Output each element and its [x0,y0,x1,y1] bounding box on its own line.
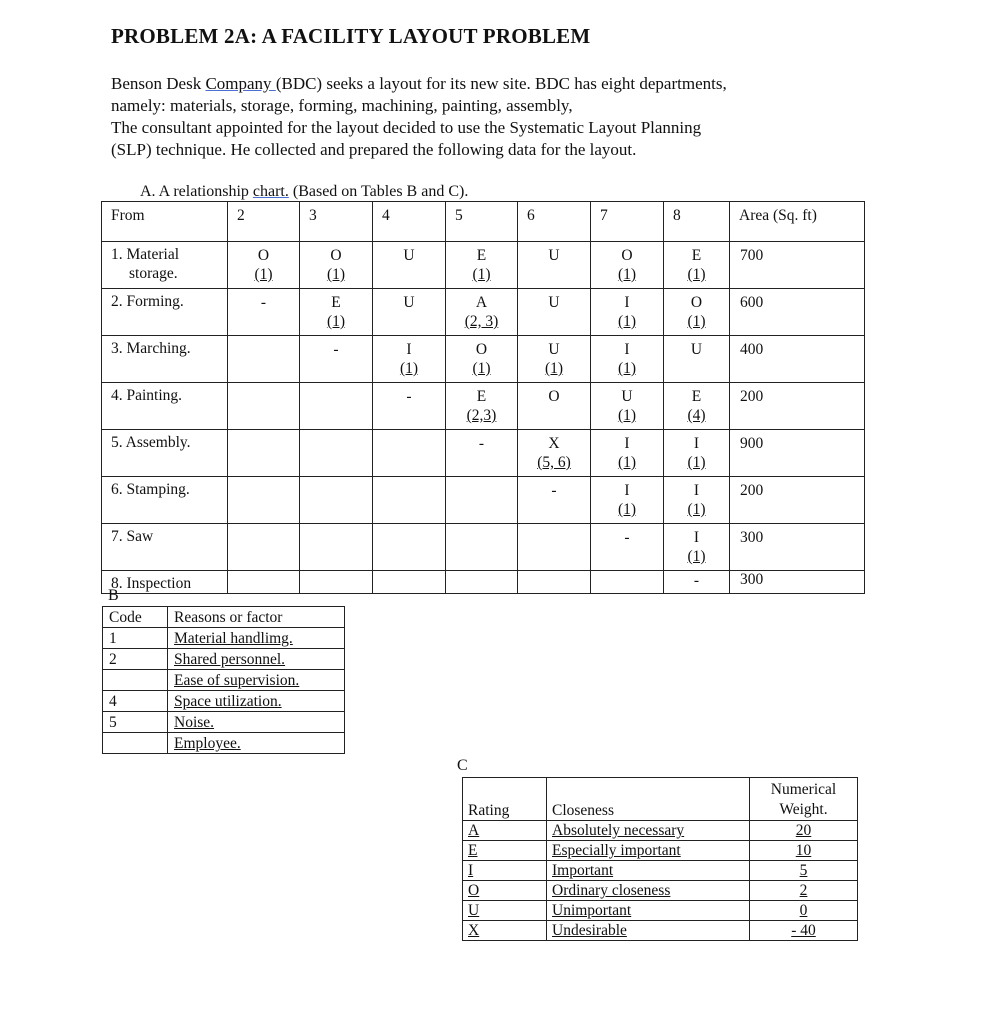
area-value: 200 [730,383,865,430]
weight-value: 0 [750,901,858,921]
department-label: 5. Assembly. [102,430,228,477]
relationship-cell [300,524,373,571]
relationship-cell [228,383,300,430]
rating-code: O [463,881,547,901]
reason-code: 2 [103,649,168,670]
reason-text: Reasons or factor [168,607,345,628]
reason-code: 1 [103,628,168,649]
relationship-cell [300,571,373,594]
reason-row [103,670,345,691]
relationship-cell: - [300,336,373,383]
closeness-text: Especially important [547,841,750,861]
closeness-text: Absolutely necessary [547,821,750,841]
reason-row [103,712,345,733]
reason-row [103,607,345,628]
relationship-cell [228,477,300,524]
relationship-cell: U [373,289,446,336]
relationship-cell: I (1) [373,336,446,383]
reason-row [103,649,345,670]
company-link-text: Company [205,74,276,93]
rating-code: X [463,921,547,941]
relationship-cell [591,571,664,594]
relationship-cell [300,383,373,430]
relationship-cell: I (1) [591,289,664,336]
relationship-cell [518,571,591,594]
department-label: 8. Inspection [102,571,228,594]
intro-line-1: Benson Desk Company (BDC) seeks a layout for its new site. BDC has eight departments, [111,74,727,93]
relationship-cell: - [591,524,664,571]
relationship-cell: I (1) [664,430,730,477]
relationship-cell [373,524,446,571]
rating-header: Rating [463,778,547,821]
weight-value: 20 [750,821,858,841]
reason-text: Shared personnel. [168,649,345,670]
section-c-label: C [457,757,468,774]
reason-code: 5 [103,712,168,733]
reasons-table [102,606,345,754]
department-label: 6. Stamping. [102,477,228,524]
closeness-row [463,881,858,901]
chart-header-cell: 5 [446,202,518,242]
rating-code: I [463,861,547,881]
relationship-cell: I (1) [664,477,730,524]
chart-row [102,336,865,383]
relationship-cell [446,571,518,594]
chart-row [102,571,865,594]
reason-code [103,670,168,691]
reason-text: Employee. [168,733,345,754]
weight-header: Numerical Weight. [750,778,858,821]
department-label: 2. Forming. [102,289,228,336]
closeness-text: Important [547,861,750,881]
reason-row [103,628,345,649]
reason-row [103,733,345,754]
area-value: 200 [730,477,865,524]
weight-value: 10 [750,841,858,861]
reason-code: 4 [103,691,168,712]
relationship-cell: I (1) [664,524,730,571]
relationship-cell: E (1) [446,242,518,289]
relationship-cell: - [664,571,730,594]
relationship-cell: O [518,383,591,430]
closeness-text: Undesirable [547,921,750,941]
relationship-cell: A (2, 3) [446,289,518,336]
relationship-cell: E (1) [664,242,730,289]
chart-header-cell: From [102,202,228,242]
chart-header-row [102,202,865,242]
closeness-text: Ordinary closeness [547,881,750,901]
chart-header-cell: 2 [228,202,300,242]
chart-row [102,524,865,571]
relationship-cell [518,524,591,571]
reason-code [103,733,168,754]
relationship-cell: U (1) [591,383,664,430]
chart-row [102,430,865,477]
closeness-header-row [463,778,858,821]
closeness-weight-table [462,777,858,941]
reason-code: Code [103,607,168,628]
relationship-cell: U [518,242,591,289]
weight-value: 2 [750,881,858,901]
relationship-cell: - [518,477,591,524]
section-b-label: B [108,587,119,604]
weight-value: - 40 [750,921,858,941]
chart-header-cell: 4 [373,202,446,242]
rating-code: A [463,821,547,841]
relationship-cell: - [446,430,518,477]
relationship-cell: O (1) [591,242,664,289]
chart-row [102,289,865,336]
reason-text: Space utilization. [168,691,345,712]
relationship-cell: U [664,336,730,383]
reason-text: Noise. [168,712,345,733]
relationship-chart-table [101,201,865,594]
department-label: 1. Material storage. [102,242,228,289]
relationship-cell: O (1) [228,242,300,289]
relationship-cell [300,430,373,477]
rating-code: U [463,901,547,921]
relationship-cell [228,430,300,477]
chart-row [102,383,865,430]
area-value: 900 [730,430,865,477]
chart-header-cell: 8 [664,202,730,242]
chart-row [102,477,865,524]
closeness-row [463,901,858,921]
chart-header-cell: 6 [518,202,591,242]
relationship-cell: - [228,289,300,336]
relationship-cell [228,571,300,594]
closeness-row [463,821,858,841]
relationship-cell: U [518,289,591,336]
closeness-header: Closeness [547,778,750,821]
department-label: 3. Marching. [102,336,228,383]
relationship-cell [373,430,446,477]
relationship-cell: U [373,242,446,289]
intro-line-2: namely: materials, storage, forming, machining, painting, assembly, [111,96,573,115]
intro-paragraph [111,73,871,161]
area-value: 300 [730,571,865,594]
relationship-cell: O (1) [664,289,730,336]
chart-header-cell: 3 [300,202,373,242]
department-label: 4. Painting. [102,383,228,430]
section-a-heading: A. A relationship chart. (Based on Tables B and C). [140,183,469,200]
closeness-row [463,841,858,861]
page-title: PROBLEM 2A: A FACILITY LAYOUT PROBLEM [111,24,591,48]
relationship-cell: O (1) [446,336,518,383]
weight-value: 5 [750,861,858,881]
chart-row [102,242,865,289]
intro-line-4: (SLP) technique. He collected and prepared the following data for the layout. [111,140,637,159]
relationship-cell: E (4) [664,383,730,430]
area-value: 300 [730,524,865,571]
relationship-cell [300,477,373,524]
closeness-row [463,921,858,941]
relationship-cell: O (1) [300,242,373,289]
chart-header-cell: 7 [591,202,664,242]
relationship-cell: I (1) [591,477,664,524]
relationship-cell: I (1) [591,430,664,477]
relationship-cell [373,477,446,524]
relationship-cell: U (1) [518,336,591,383]
reason-text: Material handlimg. [168,628,345,649]
chart-header-cell: Area (Sq. ft) [730,202,865,242]
relationship-cell: E (1) [300,289,373,336]
relationship-cell [228,524,300,571]
relationship-cell [446,477,518,524]
relationship-cell [373,571,446,594]
relationship-cell: E (2,3) [446,383,518,430]
closeness-text: Unimportant [547,901,750,921]
intro-line-3: The consultant appointed for the layout decided to use the Systematic Layout Planning [111,118,702,137]
area-value: 600 [730,289,865,336]
relationship-cell: - [373,383,446,430]
closeness-row [463,861,858,881]
area-value: 700 [730,242,865,289]
relationship-cell: I (1) [591,336,664,383]
relationship-cell [228,336,300,383]
rating-code: E [463,841,547,861]
reason-row [103,691,345,712]
relationship-cell [446,524,518,571]
relationship-cell: X (5, 6) [518,430,591,477]
area-value: 400 [730,336,865,383]
department-label: 7. Saw [102,524,228,571]
reason-text: Ease of supervision. [168,670,345,691]
